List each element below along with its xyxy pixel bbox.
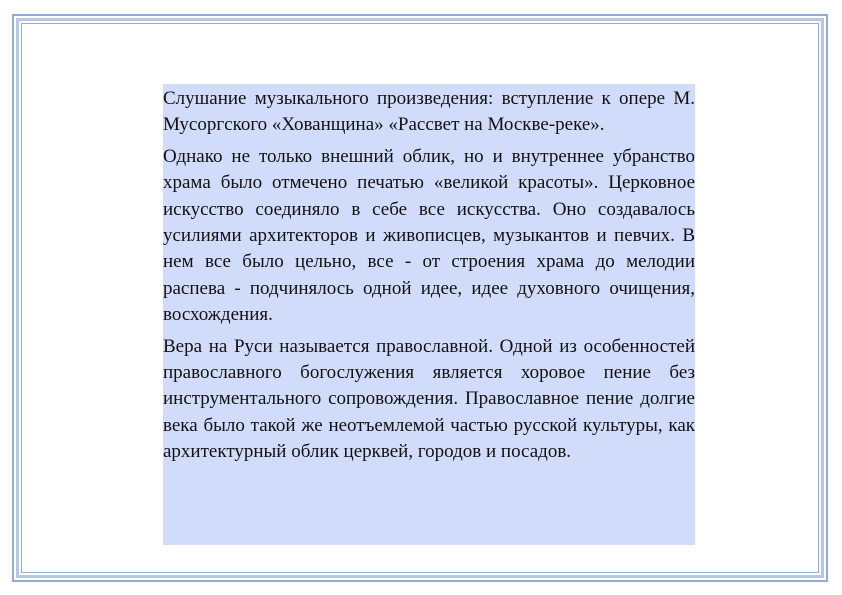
- paragraph-listening: Слушание музыкального произведения: вступление к опере М. Мусоргского «Хованщина» «Рассвет на Москве-реке».: [163, 88, 695, 136]
- paragraph-church-art: Однако не только внешний облик, но и внутреннее убранство храма было отмечено печатью «великой красоты». Церковное искусство соединяло в себе все искусства. Оно создавалось усилиями архитекторов и живописцев, музыкантов и певчих. В нем все было цельно, все - от строения храма до мелодии распева - подчинялось одной идее, идее духовного очищения, восхождения.: [163, 145, 695, 326]
- paragraph-orthodox-singing: Вера на Руси называется православной. Одной из особенностей православного богослужения является хоровое пение без инструментального сопровождения. Православное пение долгие века было такой же неотъемлемой частью русской культуры, как архитектурный облик церквей, городов и посадов.: [163, 335, 695, 463]
- text-box: [163, 84, 695, 545]
